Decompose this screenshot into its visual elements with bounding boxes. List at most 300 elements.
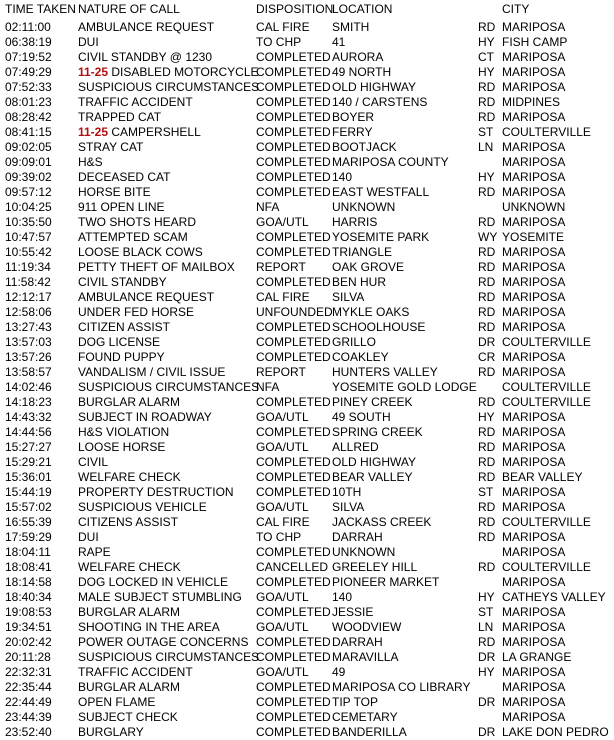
nature-of-call-cell	[78, 650, 259, 665]
city-cell: MARIPOSA	[502, 170, 566, 184]
nature-of-call-cell	[78, 260, 235, 275]
time-taken-cell: 09:02:05	[5, 140, 52, 154]
time-taken-cell: 08:28:42	[5, 110, 52, 124]
table-row	[0, 35, 614, 50]
city-cell: COULTERVILLE	[502, 560, 591, 574]
disposition-cell: CAL FIRE	[256, 290, 310, 304]
nature-of-call-cell	[78, 125, 201, 140]
location-cell: MYKLE OAKS	[332, 305, 410, 319]
table-row	[0, 455, 614, 470]
city-cell: MARIPOSA	[502, 20, 566, 34]
disposition-cell: NFA	[256, 380, 280, 394]
disposition-cell: COMPLETED	[256, 185, 331, 199]
time-taken-cell: 20:11:28	[5, 650, 51, 664]
nature-of-call-text: SUSPICIOUS CIRCUMSTANCES	[78, 380, 260, 394]
street-suffix-cell: RD	[478, 110, 496, 124]
location-cell: AURORA	[332, 50, 384, 64]
disposition-cell: COMPLETED	[256, 680, 331, 694]
nature-of-call-cell	[78, 500, 207, 515]
location-cell: 49 NORTH	[332, 65, 392, 79]
time-taken-cell: 14:43:32	[5, 410, 52, 424]
city-cell: MARIPOSA	[502, 185, 566, 199]
nature-of-call-text: CITIZEN ASSIST	[78, 320, 171, 334]
nature-of-call-text: SUSPICIOUS VEHICLE	[78, 500, 207, 514]
nature-of-call-text: BURGLAR ALARM	[78, 605, 181, 619]
city-cell: MARIPOSA	[502, 530, 566, 544]
table-row	[0, 20, 614, 35]
disposition-cell: UNFOUNDED	[256, 305, 333, 319]
disposition-cell: CANCELLED	[256, 560, 329, 574]
nature-of-call-text: SUBJECT CHECK	[78, 710, 178, 724]
street-suffix-cell: RD	[478, 260, 496, 274]
radio-code-label: 11-25	[78, 125, 109, 139]
disposition-cell: GOA/UTL	[256, 500, 309, 514]
disposition-cell: COMPLETED	[256, 350, 331, 364]
table-row	[0, 320, 614, 335]
disposition-cell: COMPLETED	[256, 245, 331, 259]
street-suffix-cell: RD	[478, 215, 496, 229]
city-cell: MARIPOSA	[502, 410, 566, 424]
location-cell: 140 / CARSTENS	[332, 95, 428, 109]
table-row	[0, 575, 614, 590]
nature-of-call-text: STRAY CAT	[78, 140, 144, 154]
time-taken-cell: 18:14:58	[5, 575, 52, 589]
time-taken-cell: 09:57:12	[5, 185, 52, 199]
street-suffix-cell: RD	[478, 395, 496, 409]
street-suffix-cell: RD	[478, 320, 496, 334]
disposition-cell: COMPLETED	[256, 425, 331, 439]
city-cell: MARIPOSA	[502, 50, 566, 64]
time-taken-cell: 14:44:56	[5, 425, 52, 439]
street-suffix-cell: RD	[478, 305, 496, 319]
city-cell: MARIPOSA	[502, 440, 566, 454]
location-cell: SCHOOLHOUSE	[332, 320, 426, 334]
nature-of-call-text: TRAPPED CAT	[78, 110, 162, 124]
location-cell: YOSEMITE GOLD LODGE	[332, 380, 477, 394]
nature-of-call-text: ATTEMPTED SCAM	[78, 230, 188, 244]
time-taken-cell: 19:08:53	[5, 605, 52, 619]
disposition-cell: REPORT	[256, 365, 306, 379]
nature-of-call-cell	[78, 665, 193, 680]
nature-of-call-cell	[78, 95, 193, 110]
city-cell: LA GRANGE	[502, 650, 572, 664]
nature-of-call-cell	[78, 725, 144, 740]
table-row	[0, 665, 614, 680]
table-row	[0, 590, 614, 605]
location-cell: HUNTERS VALLEY	[332, 365, 438, 379]
nature-of-call-text: UNDER FED HORSE	[78, 305, 195, 319]
nature-of-call-text: CAMPERSHELL	[111, 125, 201, 139]
disposition-cell: COMPLETED	[256, 710, 331, 724]
location-cell: JESSIE	[332, 605, 374, 619]
location-cell: PIONEER MARKET	[332, 575, 440, 589]
time-taken-cell: 08:01:23	[5, 95, 52, 109]
location-cell: UNKNOWN	[332, 200, 396, 214]
table-row	[0, 95, 614, 110]
disposition-cell: REPORT	[256, 260, 306, 274]
disposition-cell: COMPLETED	[256, 320, 331, 334]
disposition-cell: COMPLETED	[256, 725, 331, 739]
disposition-cell: COMPLETED	[256, 545, 331, 559]
nature-of-call-cell	[78, 605, 180, 620]
disposition-cell: GOA/UTL	[256, 410, 309, 424]
disposition-cell: COMPLETED	[256, 65, 331, 79]
street-suffix-cell: HY	[478, 35, 495, 49]
disposition-cell: COMPLETED	[256, 485, 331, 499]
nature-of-call-cell	[78, 140, 143, 155]
nature-of-call-text: CIVIL STANDBY	[78, 275, 167, 289]
time-taken-cell: 23:44:39	[5, 710, 52, 724]
nature-of-call-text: DOG LICENSE	[78, 335, 161, 349]
nature-of-call-cell	[78, 455, 108, 470]
city-cell: MARIPOSA	[502, 305, 566, 319]
disposition-cell: COMPLETED	[256, 575, 331, 589]
city-cell: MARIPOSA	[502, 680, 566, 694]
time-taken-cell: 02:11:00	[5, 20, 51, 34]
table-row	[0, 275, 614, 290]
street-suffix-cell: RD	[478, 425, 496, 439]
street-suffix-cell: ST	[478, 125, 494, 139]
nature-of-call-cell	[78, 275, 167, 290]
table-row	[0, 635, 614, 650]
location-cell: HARRIS	[332, 215, 378, 229]
table-row	[0, 290, 614, 305]
table-row	[0, 230, 614, 245]
time-taken-cell: 18:40:34	[5, 590, 52, 604]
time-taken-cell: 15:44:19	[5, 485, 52, 499]
disposition-cell: COMPLETED	[256, 95, 331, 109]
nature-of-call-cell	[78, 230, 188, 245]
city-cell: MARIPOSA	[502, 260, 566, 274]
nature-of-call-text: SHOOTING IN THE AREA	[78, 620, 220, 634]
table-row	[0, 500, 614, 515]
location-cell: EAST WESTFALL	[332, 185, 430, 199]
disposition-cell: COMPLETED	[256, 170, 331, 184]
time-taken-cell: 18:04:11	[5, 545, 51, 559]
time-taken-cell: 10:04:25	[5, 200, 52, 214]
city-cell: MARIPOSA	[502, 350, 566, 364]
header-time-taken: TIME TAKEN	[5, 2, 76, 16]
city-cell: LAKE DON PEDRO	[502, 725, 609, 739]
disposition-cell: GOA/UTL	[256, 620, 309, 634]
nature-of-call-text: AMBULANCE REQUEST	[78, 20, 215, 34]
time-taken-cell: 22:35:44	[5, 680, 52, 694]
header-city: CITY	[502, 2, 530, 16]
table-row	[0, 380, 614, 395]
nature-of-call-text: DECEASED CAT	[78, 170, 171, 184]
time-taken-cell: 11:19:34	[5, 260, 51, 274]
location-cell: 140	[332, 170, 353, 184]
disposition-cell: CAL FIRE	[256, 515, 310, 529]
nature-of-call-text: TRAFFIC ACCIDENT	[78, 665, 193, 679]
location-cell: 140	[332, 590, 353, 604]
nature-of-call-text: 911 OPEN LINE	[78, 200, 165, 214]
nature-of-call-cell	[78, 65, 259, 80]
location-cell: SPRING CREEK	[332, 425, 423, 439]
table-row	[0, 650, 614, 665]
nature-of-call-text: DUI	[78, 530, 99, 544]
location-cell: YOSEMITE PARK	[332, 230, 430, 244]
nature-of-call-cell	[78, 545, 111, 560]
table-row	[0, 605, 614, 620]
nature-of-call-text: WELFARE CHECK	[78, 470, 181, 484]
header-disposition: DISPOSITION	[256, 2, 334, 16]
table-row	[0, 620, 614, 635]
street-suffix-cell: ST	[478, 605, 494, 619]
time-taken-cell: 20:02:42	[5, 635, 52, 649]
table-row	[0, 65, 614, 80]
city-cell: MARIPOSA	[502, 320, 566, 334]
table-row	[0, 125, 614, 140]
street-suffix-cell: RD	[478, 245, 496, 259]
city-cell: MARIPOSA	[502, 425, 566, 439]
street-suffix-cell: DR	[478, 695, 496, 709]
time-taken-cell: 18:08:41	[5, 560, 52, 574]
table-row	[0, 50, 614, 65]
table-row	[0, 710, 614, 725]
location-cell: WOODVIEW	[332, 620, 402, 634]
time-taken-cell: 11:58:42	[5, 275, 51, 289]
city-cell: MARIPOSA	[502, 215, 566, 229]
nature-of-call-text: CIVIL	[78, 455, 109, 469]
street-suffix-cell: ST	[478, 485, 494, 499]
time-taken-cell: 19:34:51	[5, 620, 52, 634]
city-cell: COULTERVILLE	[502, 515, 591, 529]
time-taken-cell: 13:57:26	[5, 350, 52, 364]
table-row	[0, 80, 614, 95]
table-row	[0, 680, 614, 695]
table-row	[0, 170, 614, 185]
location-cell: GREELEY HILL	[332, 560, 418, 574]
nature-of-call-cell	[78, 320, 170, 335]
nature-of-call-text: RAPE	[78, 545, 111, 559]
nature-of-call-cell	[78, 515, 178, 530]
street-suffix-cell: LN	[478, 620, 494, 634]
nature-of-call-cell	[78, 590, 242, 605]
nature-of-call-text: SUBJECT IN ROADWAY	[78, 410, 212, 424]
nature-of-call-cell	[78, 530, 99, 545]
disposition-cell: CAL FIRE	[256, 20, 310, 34]
city-cell: MARIPOSA	[502, 65, 566, 79]
location-cell: OLD HIGHWAY	[332, 80, 417, 94]
city-cell: COULTERVILLE	[502, 125, 591, 139]
city-cell: MARIPOSA	[502, 455, 566, 469]
street-suffix-cell: LN	[478, 140, 494, 154]
disposition-cell: GOA/UTL	[256, 440, 309, 454]
location-cell: COAKLEY	[332, 350, 389, 364]
city-cell: MARIPOSA	[502, 290, 566, 304]
city-cell: CATHEYS VALLEY	[502, 590, 606, 604]
disposition-cell: COMPLETED	[256, 275, 331, 289]
location-cell: GRILLO	[332, 335, 377, 349]
time-taken-cell: 10:35:50	[5, 215, 52, 229]
street-suffix-cell: DR	[478, 335, 496, 349]
street-suffix-cell: RD	[478, 530, 496, 544]
disposition-cell: GOA/UTL	[256, 215, 309, 229]
city-cell: MIDPINES	[502, 95, 561, 109]
time-taken-cell: 12:58:06	[5, 305, 52, 319]
time-taken-cell: 16:55:39	[5, 515, 52, 529]
time-taken-cell: 17:59:29	[5, 530, 52, 544]
table-row	[0, 155, 614, 170]
time-taken-cell: 15:36:01	[5, 470, 52, 484]
table-row	[0, 185, 614, 200]
time-taken-cell: 15:27:27	[5, 440, 52, 454]
location-cell: 49	[332, 665, 346, 679]
street-suffix-cell: HY	[478, 170, 495, 184]
disposition-cell: GOA/UTL	[256, 590, 309, 604]
location-cell: MARIPOSA CO LIBRARY	[332, 680, 471, 694]
location-cell: BEN HUR	[332, 275, 387, 289]
city-cell: MARIPOSA	[502, 365, 566, 379]
time-taken-cell: 14:02:46	[5, 380, 52, 394]
nature-of-call-text: TRAFFIC ACCIDENT	[78, 95, 193, 109]
location-cell: BOOTJACK	[332, 140, 397, 154]
nature-of-call-cell	[78, 110, 161, 125]
nature-of-call-text: DOG LOCKED IN VEHICLE	[78, 575, 229, 589]
location-cell: JACKASS CREEK	[332, 515, 432, 529]
table-row	[0, 485, 614, 500]
nature-of-call-cell	[78, 245, 203, 260]
street-suffix-cell: RD	[478, 20, 496, 34]
nature-of-call-cell	[78, 365, 225, 380]
street-suffix-cell: RD	[478, 560, 496, 574]
nature-of-call-text: LOOSE BLACK COWS	[78, 245, 203, 259]
nature-of-call-cell	[78, 395, 180, 410]
nature-of-call-cell	[78, 410, 212, 425]
nature-of-call-text: PETTY THEFT OF MAILBOX	[78, 260, 235, 274]
nature-of-call-text: AMBULANCE REQUEST	[78, 290, 215, 304]
location-cell: OAK GROVE	[332, 260, 405, 274]
time-taken-cell: 10:47:57	[5, 230, 52, 244]
street-suffix-cell: CT	[478, 50, 494, 64]
nature-of-call-text: CIVIL STANDBY @ 1230	[78, 50, 213, 64]
nature-of-call-cell	[78, 620, 220, 635]
disposition-cell: COMPLETED	[256, 125, 331, 139]
city-cell: MARIPOSA	[502, 140, 566, 154]
disposition-cell: COMPLETED	[256, 335, 331, 349]
nature-of-call-text: POWER OUTAGE CONCERNS	[78, 635, 249, 649]
location-cell: 41	[332, 35, 346, 49]
nature-of-call-cell	[78, 155, 103, 170]
nature-of-call-cell	[78, 200, 164, 215]
time-taken-cell: 15:29:21	[5, 455, 52, 469]
nature-of-call-cell	[78, 35, 99, 50]
street-suffix-cell: CR	[478, 350, 496, 364]
disposition-cell: COMPLETED	[256, 155, 331, 169]
nature-of-call-text: BURGLAR ALARM	[78, 395, 181, 409]
table-row	[0, 515, 614, 530]
table-row	[0, 395, 614, 410]
disposition-cell: TO CHP	[256, 530, 302, 544]
location-cell: SILVA	[332, 500, 365, 514]
street-suffix-cell: RD	[478, 275, 496, 289]
time-taken-cell: 07:49:29	[5, 65, 52, 79]
table-row	[0, 560, 614, 575]
nature-of-call-text: H&S	[78, 155, 103, 169]
location-cell: FERRY	[332, 125, 373, 139]
nature-of-call-cell	[78, 635, 248, 650]
table-row	[0, 215, 614, 230]
time-taken-cell: 13:27:43	[5, 320, 52, 334]
street-suffix-cell: DR	[478, 650, 496, 664]
location-cell: DARRAH	[332, 530, 383, 544]
nature-of-call-text: DUI	[78, 35, 99, 49]
location-cell: SMITH	[332, 20, 370, 34]
city-cell: COULTERVILLE	[502, 335, 591, 349]
location-cell: OLD HIGHWAY	[332, 455, 417, 469]
nature-of-call-cell	[78, 20, 214, 35]
nature-of-call-cell	[78, 50, 212, 65]
call-log-rows	[0, 20, 614, 740]
street-suffix-cell: RD	[478, 185, 496, 199]
location-cell: 10TH	[332, 485, 362, 499]
nature-of-call-cell	[78, 425, 169, 440]
disposition-cell: GOA/UTL	[256, 665, 309, 679]
city-cell: FISH CAMP	[502, 35, 568, 49]
nature-of-call-cell	[78, 680, 180, 695]
time-taken-cell: 22:32:31	[5, 665, 52, 679]
nature-of-call-cell	[78, 470, 181, 485]
street-suffix-cell: RD	[478, 290, 496, 304]
nature-of-call-text: SUSPICIOUS CIRCUMSTANCES	[78, 80, 260, 94]
disposition-cell: COMPLETED	[256, 110, 331, 124]
time-taken-cell: 09:09:01	[5, 155, 52, 169]
street-suffix-cell: HY	[478, 65, 495, 79]
nature-of-call-cell	[78, 335, 160, 350]
nature-of-call-cell	[78, 215, 196, 230]
nature-of-call-text: VANDALISM / CIVIL ISSUE	[78, 365, 226, 379]
table-row	[0, 365, 614, 380]
time-taken-cell: 13:58:57	[5, 365, 52, 379]
nature-of-call-cell	[78, 170, 170, 185]
nature-of-call-text: BURGLAR ALARM	[78, 680, 181, 694]
location-cell: TRIANGLE	[332, 245, 393, 259]
nature-of-call-cell	[78, 575, 228, 590]
city-cell: MARIPOSA	[502, 500, 566, 514]
city-cell: MARIPOSA	[502, 485, 566, 499]
nature-of-call-cell	[78, 485, 234, 500]
disposition-cell: COMPLETED	[256, 695, 331, 709]
nature-of-call-cell	[78, 695, 155, 710]
time-taken-cell: 08:41:15	[5, 125, 52, 139]
time-taken-cell: 15:57:02	[5, 500, 52, 514]
location-cell: SILVA	[332, 290, 365, 304]
street-suffix-cell: DR	[478, 725, 496, 739]
nature-of-call-text: FOUND PUPPY	[78, 350, 165, 364]
time-taken-cell: 09:39:02	[5, 170, 52, 184]
header-nature-of-call: NATURE OF CALL	[78, 2, 180, 16]
time-taken-cell: 10:55:42	[5, 245, 52, 259]
time-taken-cell: 07:19:52	[5, 50, 52, 64]
header-row	[0, 0, 614, 20]
location-cell: UNKNOWN	[332, 545, 396, 559]
street-suffix-cell: RD	[478, 500, 496, 514]
city-cell: MARIPOSA	[502, 620, 566, 634]
time-taken-cell: 14:18:23	[5, 395, 52, 409]
time-taken-cell: 13:57:03	[5, 335, 52, 349]
time-taken-cell: 12:12:17	[5, 290, 52, 304]
city-cell: MARIPOSA	[502, 275, 566, 289]
disposition-cell: COMPLETED	[256, 605, 331, 619]
nature-of-call-cell	[78, 290, 214, 305]
table-row	[0, 410, 614, 425]
city-cell: MARIPOSA	[502, 575, 566, 589]
table-row	[0, 335, 614, 350]
street-suffix-cell: RD	[478, 455, 496, 469]
nature-of-call-cell	[78, 380, 259, 395]
disposition-cell: COMPLETED	[256, 80, 331, 94]
